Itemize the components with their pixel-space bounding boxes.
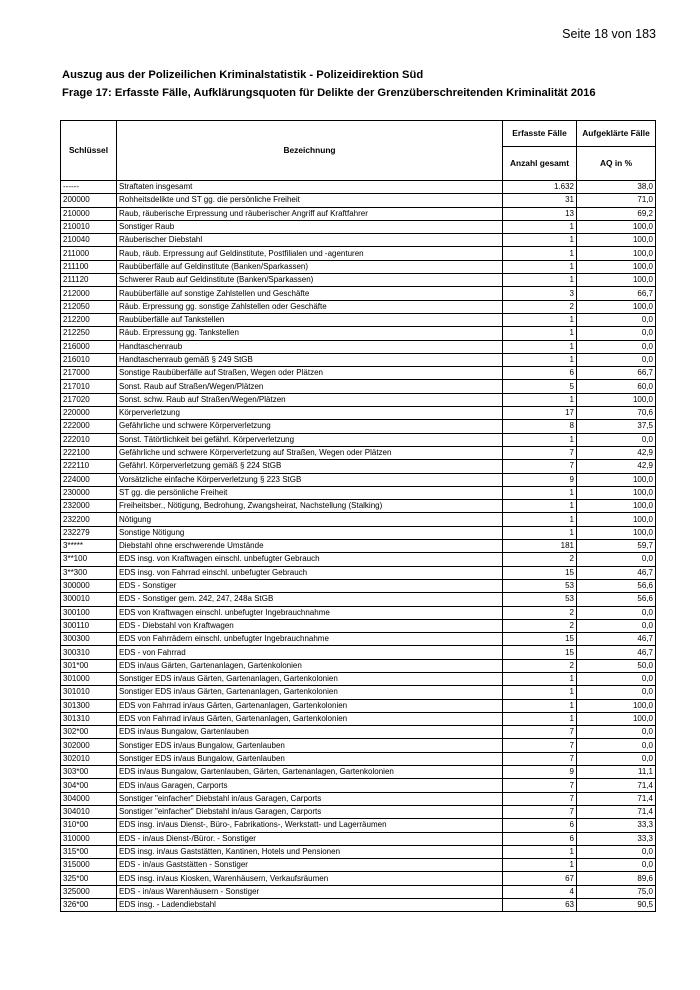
cell-anzahl: 1 <box>503 234 577 247</box>
cell-aq: 11,1 <box>577 766 656 779</box>
cell-schluessel: 222100 <box>61 446 117 459</box>
table-row <box>61 380 656 393</box>
cell-anzahl: 4 <box>503 885 577 898</box>
cell-aq: 100,0 <box>577 486 656 499</box>
cell-aq: 38,0 <box>577 181 656 194</box>
cell-bezeichnung: Nötigung <box>117 513 503 526</box>
cell-aq: 0,0 <box>577 672 656 685</box>
table-row <box>61 300 656 313</box>
cell-anzahl: 1 <box>503 220 577 233</box>
cell-bezeichnung: EDS in/aus Bungalow, Gartenlauben, Gärten, Gartenanlagen, Gartenkolonien <box>117 766 503 779</box>
cell-aq: 56,6 <box>577 579 656 592</box>
cell-anzahl: 1 <box>503 672 577 685</box>
table-row <box>61 234 656 247</box>
cell-bezeichnung: EDS insg. - Ladendiebstahl <box>117 899 503 912</box>
cell-anzahl: 1 <box>503 486 577 499</box>
cell-anzahl: 7 <box>503 446 577 459</box>
cell-aq: 37,5 <box>577 420 656 433</box>
table-row <box>61 885 656 898</box>
cell-bezeichnung: EDS von Fahrrad in/aus Gärten, Gartenanlagen, Gartenkolonien <box>117 712 503 725</box>
cell-schluessel: ------ <box>61 181 117 194</box>
cell-bezeichnung: Sonstige Nötigung <box>117 526 503 539</box>
cell-anzahl: 53 <box>503 593 577 606</box>
cell-anzahl: 15 <box>503 633 577 646</box>
table-row <box>61 407 656 420</box>
cell-anzahl: 7 <box>503 460 577 473</box>
table-row <box>61 819 656 832</box>
table-row <box>61 486 656 499</box>
cell-bezeichnung: Vorsätzliche einfache Körperverletzung § 223 StGB <box>117 473 503 486</box>
cell-aq: 75,0 <box>577 885 656 898</box>
cell-anzahl: 2 <box>503 619 577 632</box>
cell-aq: 33,3 <box>577 819 656 832</box>
cell-aq: 0,0 <box>577 739 656 752</box>
cell-bezeichnung: EDS insg. in/aus Kiosken, Warenhäusern, Verkaufsräumen <box>117 872 503 885</box>
cell-aq: 100,0 <box>577 500 656 513</box>
cell-aq: 0,0 <box>577 752 656 765</box>
cell-schluessel: 222110 <box>61 460 117 473</box>
cell-anzahl: 2 <box>503 659 577 672</box>
header-anzahl-gesamt: Anzahl gesamt <box>503 147 577 181</box>
cell-bezeichnung: Sonstiger EDS in/aus Bungalow, Gartenlauben <box>117 752 503 765</box>
cell-bezeichnung: Sonst. Raub auf Straßen/Wegen/Plätzen <box>117 380 503 393</box>
header-aq-in-prozent: AQ in % <box>577 147 656 181</box>
cell-aq: 0,0 <box>577 859 656 872</box>
header-schluessel: Schlüssel <box>61 121 117 181</box>
cell-bezeichnung: EDS in/aus Bungalow, Gartenlauben <box>117 726 503 739</box>
table-row <box>61 872 656 885</box>
cell-anzahl: 31 <box>503 194 577 207</box>
cell-bezeichnung: Sonst. schw. Raub auf Straßen/Wegen/Plätzen <box>117 393 503 406</box>
cell-bezeichnung: Sonstiger "einfacher" Diebstahl in/aus Garagen, Carports <box>117 792 503 805</box>
cell-aq: 100,0 <box>577 234 656 247</box>
cell-anzahl: 1.632 <box>503 181 577 194</box>
cell-schluessel: 310*00 <box>61 819 117 832</box>
cell-anzahl: 3 <box>503 287 577 300</box>
cell-schluessel: 301*00 <box>61 659 117 672</box>
table-row <box>61 500 656 513</box>
cell-aq: 42,9 <box>577 446 656 459</box>
table-body <box>61 181 656 912</box>
cell-bezeichnung: Raub, räub. Erpressung auf Geldinstitute, Postfilialen und -agenturen <box>117 247 503 260</box>
cell-bezeichnung: Körperverletzung <box>117 407 503 420</box>
cell-schluessel: 232200 <box>61 513 117 526</box>
cell-aq: 66,7 <box>577 287 656 300</box>
cell-aq: 71,4 <box>577 805 656 818</box>
cell-schluessel: 325000 <box>61 885 117 898</box>
table-row <box>61 247 656 260</box>
cell-schluessel: 301000 <box>61 672 117 685</box>
table-row <box>61 181 656 194</box>
cell-schluessel: 310000 <box>61 832 117 845</box>
cell-bezeichnung: EDS - Diebstahl von Kraftwagen <box>117 619 503 632</box>
cell-aq: 42,9 <box>577 460 656 473</box>
cell-bezeichnung: Sonst. Tätörtlichkeit bei gefährl. Körperverletzung <box>117 433 503 446</box>
header-aufgeklaerte-faelle: Aufgeklärte Fälle <box>577 121 656 147</box>
cell-anzahl: 1 <box>503 313 577 326</box>
cell-anzahl: 6 <box>503 819 577 832</box>
cell-bezeichnung: Sonstiger Raub <box>117 220 503 233</box>
cell-anzahl: 1 <box>503 686 577 699</box>
cell-aq: 100,0 <box>577 260 656 273</box>
cell-aq: 0,0 <box>577 606 656 619</box>
cell-schluessel: 216010 <box>61 353 117 366</box>
cell-anzahl: 1 <box>503 274 577 287</box>
cell-aq: 0,0 <box>577 553 656 566</box>
cell-anzahl: 1 <box>503 526 577 539</box>
cell-aq: 0,0 <box>577 353 656 366</box>
table-row <box>61 566 656 579</box>
cell-bezeichnung: Straftaten insgesamt <box>117 181 503 194</box>
cell-anzahl: 1 <box>503 353 577 366</box>
cell-anzahl: 1 <box>503 340 577 353</box>
cell-bezeichnung: Freiheitsber., Nötigung, Bedrohung, Zwangsheirat, Nachstellung (Stalking) <box>117 500 503 513</box>
table-row <box>61 353 656 366</box>
cell-aq: 59,7 <box>577 540 656 553</box>
cell-schluessel: 300300 <box>61 633 117 646</box>
cell-aq: 0,0 <box>577 845 656 858</box>
table-row <box>61 899 656 912</box>
table-row <box>61 659 656 672</box>
cell-schluessel: 217010 <box>61 380 117 393</box>
cell-anzahl: 67 <box>503 872 577 885</box>
cell-schluessel: 302010 <box>61 752 117 765</box>
cell-bezeichnung: Handtaschenraub gemäß § 249 StGB <box>117 353 503 366</box>
table-row <box>61 313 656 326</box>
cell-bezeichnung: EDS - in/aus Dienst-/Büror. - Sonstiger <box>117 832 503 845</box>
cell-bezeichnung: EDS - von Fahrrad <box>117 646 503 659</box>
cell-bezeichnung: Raubüberfälle auf Tankstellen <box>117 313 503 326</box>
cell-schluessel: 300110 <box>61 619 117 632</box>
table-row <box>61 513 656 526</box>
cell-schluessel: 200000 <box>61 194 117 207</box>
cell-anzahl: 7 <box>503 752 577 765</box>
cell-schluessel: 210040 <box>61 234 117 247</box>
cell-schluessel: 232000 <box>61 500 117 513</box>
cell-schluessel: 300010 <box>61 593 117 606</box>
table-row <box>61 393 656 406</box>
cell-anzahl: 5 <box>503 380 577 393</box>
cell-anzahl: 1 <box>503 260 577 273</box>
table-row <box>61 207 656 220</box>
cell-bezeichnung: EDS insg. von Kraftwagen einschl. unbefugter Gebrauch <box>117 553 503 566</box>
cell-bezeichnung: Räub. Erpressung gg. sonstige Zahlstellen oder Geschäfte <box>117 300 503 313</box>
document-title: Auszug aus der Polizeilichen Kriminalstatistik - Polizeidirektion Süd <box>62 69 424 81</box>
cell-anzahl: 1 <box>503 500 577 513</box>
table-row <box>61 606 656 619</box>
cell-anzahl: 9 <box>503 766 577 779</box>
table-row <box>61 752 656 765</box>
cell-schluessel: 326*00 <box>61 899 117 912</box>
document-subtitle: Frage 17: Erfasste Fälle, Aufklärungsquoten für Delikte der Grenzüberschreitenden Kriminalität 2016 <box>62 87 596 99</box>
cell-anzahl: 1 <box>503 433 577 446</box>
cell-aq: 100,0 <box>577 473 656 486</box>
table-row <box>61 619 656 632</box>
cell-anzahl: 1 <box>503 247 577 260</box>
cell-schluessel: 300000 <box>61 579 117 592</box>
table-row <box>61 367 656 380</box>
cell-bezeichnung: Handtaschenraub <box>117 340 503 353</box>
cell-schluessel: 300310 <box>61 646 117 659</box>
table-row <box>61 420 656 433</box>
cell-schluessel: 222010 <box>61 433 117 446</box>
cell-schluessel: 217020 <box>61 393 117 406</box>
cell-bezeichnung: Räuberischer Diebstahl <box>117 234 503 247</box>
cell-bezeichnung: Raubüberfälle auf Geldinstitute (Banken/Sparkassen) <box>117 260 503 273</box>
cell-schluessel: 301300 <box>61 699 117 712</box>
cell-aq: 69,2 <box>577 207 656 220</box>
cell-schluessel: 325*00 <box>61 872 117 885</box>
table-row <box>61 220 656 233</box>
cell-aq: 0,0 <box>577 433 656 446</box>
cell-anzahl: 2 <box>503 606 577 619</box>
cell-aq: 46,7 <box>577 633 656 646</box>
cell-aq: 100,0 <box>577 526 656 539</box>
cell-schluessel: 302000 <box>61 739 117 752</box>
cell-aq: 46,7 <box>577 566 656 579</box>
cell-bezeichnung: Rohheitsdelikte und ST gg. die persönliche Freiheit <box>117 194 503 207</box>
cell-aq: 71,4 <box>577 779 656 792</box>
cell-bezeichnung: Sonstiger EDS in/aus Gärten, Gartenanlagen, Gartenkolonien <box>117 672 503 685</box>
cell-bezeichnung: Gefährl. Körperverletzung gemäß § 224 StGB <box>117 460 503 473</box>
cell-anzahl: 1 <box>503 845 577 858</box>
cell-anzahl: 7 <box>503 805 577 818</box>
cell-aq: 0,0 <box>577 619 656 632</box>
cell-bezeichnung: Räub. Erpressung gg. Tankstellen <box>117 327 503 340</box>
cell-anzahl: 6 <box>503 832 577 845</box>
table-row <box>61 287 656 300</box>
cell-aq: 0,0 <box>577 726 656 739</box>
page-number: Seite 18 von 183 <box>562 27 656 41</box>
cell-aq: 0,0 <box>577 313 656 326</box>
cell-anzahl: 53 <box>503 579 577 592</box>
cell-aq: 70,6 <box>577 407 656 420</box>
cell-bezeichnung: EDS - in/aus Gaststätten - Sonstiger <box>117 859 503 872</box>
table-row <box>61 805 656 818</box>
cell-bezeichnung: EDS von Fahrrad in/aus Gärten, Gartenanlagen, Gartenkolonien <box>117 699 503 712</box>
table-row <box>61 686 656 699</box>
cell-schluessel: 210000 <box>61 207 117 220</box>
table-row <box>61 859 656 872</box>
cell-aq: 33,3 <box>577 832 656 845</box>
table-row <box>61 699 656 712</box>
cell-anzahl: 63 <box>503 899 577 912</box>
cell-aq: 100,0 <box>577 300 656 313</box>
cell-schluessel: 210010 <box>61 220 117 233</box>
cell-schluessel: 230000 <box>61 486 117 499</box>
cell-schluessel: 212200 <box>61 313 117 326</box>
cell-schluessel: 315*00 <box>61 845 117 858</box>
cell-schluessel: 216000 <box>61 340 117 353</box>
cell-bezeichnung: EDS in/aus Gärten, Gartenanlagen, Gartenkolonien <box>117 659 503 672</box>
cell-aq: 100,0 <box>577 274 656 287</box>
cell-anzahl: 1 <box>503 699 577 712</box>
table-row <box>61 792 656 805</box>
cell-schluessel: 211120 <box>61 274 117 287</box>
table-row <box>61 845 656 858</box>
cell-bezeichnung: EDS von Fahrrädern einschl. unbefugter Ingebrauchnahme <box>117 633 503 646</box>
cell-aq: 46,7 <box>577 646 656 659</box>
table-row <box>61 633 656 646</box>
table-row <box>61 274 656 287</box>
cell-anzahl: 2 <box>503 553 577 566</box>
cell-aq: 90,5 <box>577 899 656 912</box>
table-row <box>61 726 656 739</box>
cell-anzahl: 1 <box>503 327 577 340</box>
cell-anzahl: 6 <box>503 367 577 380</box>
cell-aq: 0,0 <box>577 327 656 340</box>
table-row <box>61 779 656 792</box>
cell-schluessel: 3**100 <box>61 553 117 566</box>
cell-bezeichnung: EDS von Kraftwagen einschl. unbefugter Ingebrauchnahme <box>117 606 503 619</box>
cell-aq: 71,0 <box>577 194 656 207</box>
cell-anzahl: 7 <box>503 779 577 792</box>
cell-anzahl: 8 <box>503 420 577 433</box>
cell-bezeichnung: Sonstiger EDS in/aus Bungalow, Gartenlauben <box>117 739 503 752</box>
table-row <box>61 327 656 340</box>
cell-bezeichnung: Raubüberfälle auf sonstige Zahlstellen und Geschäfte <box>117 287 503 300</box>
cell-schluessel: 301010 <box>61 686 117 699</box>
table-row <box>61 460 656 473</box>
cell-anzahl: 1 <box>503 712 577 725</box>
cell-aq: 50,0 <box>577 659 656 672</box>
cell-anzahl: 7 <box>503 739 577 752</box>
cell-anzahl: 1 <box>503 859 577 872</box>
cell-aq: 56,6 <box>577 593 656 606</box>
cell-aq: 0,0 <box>577 340 656 353</box>
table-row <box>61 540 656 553</box>
cell-schluessel: 3**300 <box>61 566 117 579</box>
cell-schluessel: 224000 <box>61 473 117 486</box>
cell-bezeichnung: Diebstahl ohne erschwerende Umstände <box>117 540 503 553</box>
cell-bezeichnung: EDS - Sonstiger <box>117 579 503 592</box>
cell-bezeichnung: EDS insg. in/aus Dienst-, Büro-, Fabrikations-, Werkstatt- und Lagerräumen <box>117 819 503 832</box>
cell-schluessel: 3***** <box>61 540 117 553</box>
cell-anzahl: 7 <box>503 726 577 739</box>
cell-aq: 100,0 <box>577 712 656 725</box>
cell-schluessel: 212250 <box>61 327 117 340</box>
cell-aq: 71,4 <box>577 792 656 805</box>
cell-aq: 100,0 <box>577 513 656 526</box>
cell-aq: 60,0 <box>577 380 656 393</box>
table-row <box>61 473 656 486</box>
table-row <box>61 579 656 592</box>
cell-bezeichnung: Schwerer Raub auf Geldinstitute (Banken/Sparkassen) <box>117 274 503 287</box>
cell-anzahl: 7 <box>503 792 577 805</box>
cell-schluessel: 212050 <box>61 300 117 313</box>
table-row <box>61 646 656 659</box>
cell-aq: 66,7 <box>577 367 656 380</box>
cell-schluessel: 220000 <box>61 407 117 420</box>
cell-anzahl: 17 <box>503 407 577 420</box>
cell-schluessel: 302*00 <box>61 726 117 739</box>
cell-bezeichnung: ST gg. die persönliche Freiheit <box>117 486 503 499</box>
table-row <box>61 712 656 725</box>
cell-schluessel: 301310 <box>61 712 117 725</box>
table-row <box>61 553 656 566</box>
cell-anzahl: 15 <box>503 646 577 659</box>
cell-aq: 100,0 <box>577 699 656 712</box>
cell-anzahl: 1 <box>503 393 577 406</box>
cell-schluessel: 232279 <box>61 526 117 539</box>
cell-anzahl: 1 <box>503 513 577 526</box>
statistics-table <box>60 120 656 912</box>
cell-aq: 0,0 <box>577 686 656 699</box>
table-row <box>61 340 656 353</box>
cell-schluessel: 211000 <box>61 247 117 260</box>
cell-schluessel: 217000 <box>61 367 117 380</box>
cell-aq: 100,0 <box>577 247 656 260</box>
cell-anzahl: 15 <box>503 566 577 579</box>
table-row <box>61 526 656 539</box>
table-row <box>61 194 656 207</box>
header-erfasste-faelle: Erfasste Fälle <box>503 121 577 147</box>
cell-aq: 100,0 <box>577 393 656 406</box>
cell-schluessel: 304000 <box>61 792 117 805</box>
cell-schluessel: 222000 <box>61 420 117 433</box>
table-row <box>61 260 656 273</box>
cell-bezeichnung: EDS - Sonstiger gem. 242, 247, 248a StGB <box>117 593 503 606</box>
cell-bezeichnung: EDS in/aus Garagen, Carports <box>117 779 503 792</box>
cell-schluessel: 315000 <box>61 859 117 872</box>
cell-bezeichnung: Gefährliche und schwere Körperverletzung <box>117 420 503 433</box>
cell-schluessel: 304010 <box>61 805 117 818</box>
table-row <box>61 446 656 459</box>
cell-schluessel: 211100 <box>61 260 117 273</box>
table-row <box>61 739 656 752</box>
cell-schluessel: 300100 <box>61 606 117 619</box>
cell-anzahl: 9 <box>503 473 577 486</box>
cell-anzahl: 181 <box>503 540 577 553</box>
cell-bezeichnung: Sonstiger EDS in/aus Gärten, Gartenanlagen, Gartenkolonien <box>117 686 503 699</box>
cell-bezeichnung: EDS insg. in/aus Gaststätten, Kantinen, Hotels und Pensionen <box>117 845 503 858</box>
cell-bezeichnung: EDS insg. von Fahrrad einschl. unbefugter Gebrauch <box>117 566 503 579</box>
cell-schluessel: 304*00 <box>61 779 117 792</box>
cell-schluessel: 212000 <box>61 287 117 300</box>
table-row <box>61 433 656 446</box>
table-row <box>61 832 656 845</box>
cell-aq: 89,6 <box>577 872 656 885</box>
cell-bezeichnung: Raub, räuberische Erpressung und räuberischer Angriff auf Kraftfahrer <box>117 207 503 220</box>
cell-anzahl: 2 <box>503 300 577 313</box>
header-bezeichnung: Bezeichnung <box>117 121 503 181</box>
table-row <box>61 766 656 779</box>
table-row <box>61 593 656 606</box>
table-row <box>61 672 656 685</box>
cell-aq: 100,0 <box>577 220 656 233</box>
cell-anzahl: 13 <box>503 207 577 220</box>
cell-bezeichnung: Sonstige Raubüberfälle auf Straßen, Wegen oder Plätzen <box>117 367 503 380</box>
cell-bezeichnung: EDS - in/aus Warenhäusern - Sonstiger <box>117 885 503 898</box>
cell-schluessel: 303*00 <box>61 766 117 779</box>
cell-bezeichnung: Sonstiger "einfacher" Diebstahl in/aus Garagen, Carports <box>117 805 503 818</box>
cell-bezeichnung: Gefährliche und schwere Körperverletzung auf Straßen, Wegen oder Plätzen <box>117 446 503 459</box>
